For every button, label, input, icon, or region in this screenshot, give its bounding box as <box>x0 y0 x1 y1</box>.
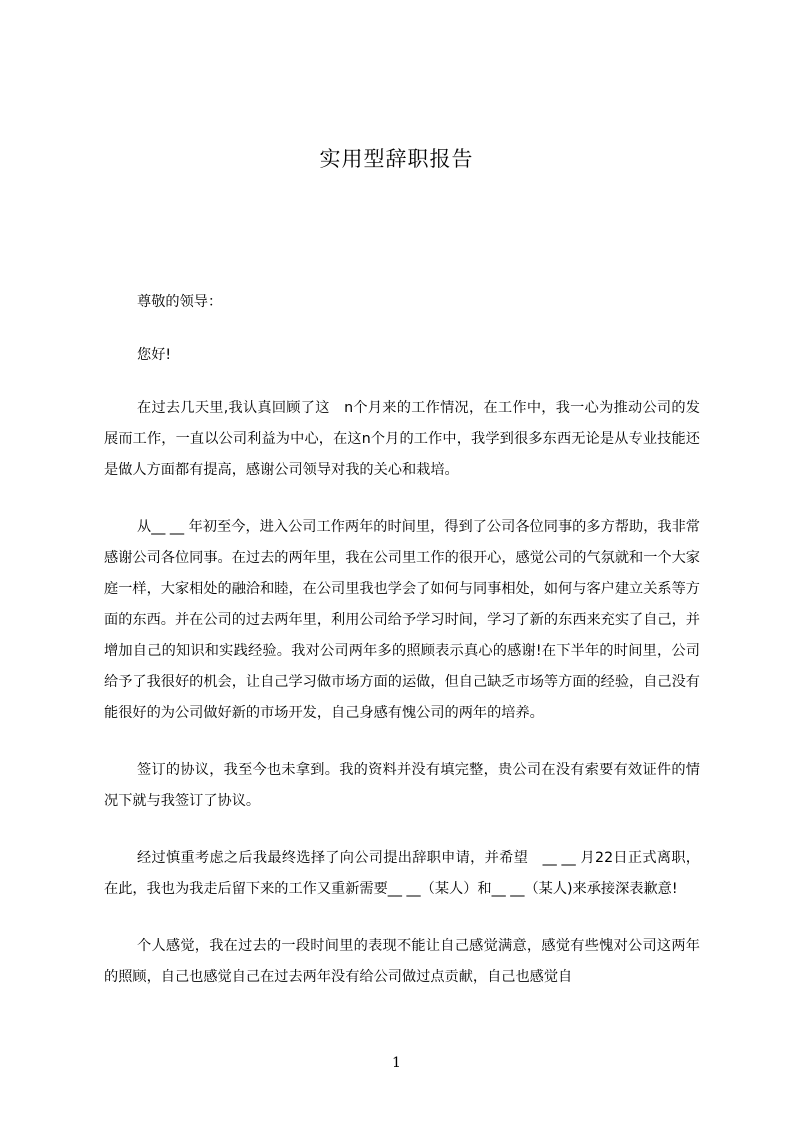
page-number: 1 <box>392 1055 401 1071</box>
paragraph-2: 从__ __ 年初至今，进入公司工作两年的时间里，得到了公司各位同事的多方帮助，我非常感谢公司各位同事。在过去的两年里，我在公司里工作的很开心，感觉公司的气氛就和一个大家庭一样，大家相处的融洽和睦，在公司里我也学会了如何与同事相处，如何与客户建立关系等方面的东西。并在公司的过去两年里，利用公司给予学习时间，学习了新的东西来充实了自己，并增加自己的知识和实践经验。我对公司两年多的照顾表示真心的感谢!在下半年的时间里，公司给予了我很好的机会，让自己学习做市场方面的运做，但自己缺乏市场等方面的经验，自己没有能很好的为公司做好新的市场开发，自己身感有愧公司的两年的培养。 <box>104 519 700 721</box>
document-body <box>104 287 700 1019</box>
salutation: 尊敬的领导： <box>137 294 223 310</box>
paragraph-4: 经过慎重考虑之后我最终选择了向公司提出辞职申请，并希望 __ __ 月22日正式离职，在此，我也为我走后留下来的工作又重新需要__ __（某人）和__ __（某人)来承接深表歉意! <box>104 850 700 897</box>
paragraph-3: 签订的协议，我至今也未拿到。我的资料并没有填完整，贵公司在没有索要有效证件的情况下就与我签订了协议。 <box>104 762 700 809</box>
document-title: 实用型辞职报告 <box>319 147 474 171</box>
paragraph-1: 在过去几天里,我认真回顾了这 n个月来的工作情况，在工作中，我一心为推动公司的发展而工作，一直以公司利益为中心，在这n个月的工作中，我学到很多东西无论是从专业技能还是做人方面都有提高，感谢公司领导对我的关心和栽培。 <box>104 400 700 478</box>
paragraph-5: 个人感觉，我在过去的一段时间里的表现不能让自己感觉满意，感觉有些愧对公司这两年的照顾，自己也感觉自己在过去两年没有给公司做过点贡献，自己也感觉自 <box>104 938 700 985</box>
greeting: 您好! <box>137 347 172 363</box>
